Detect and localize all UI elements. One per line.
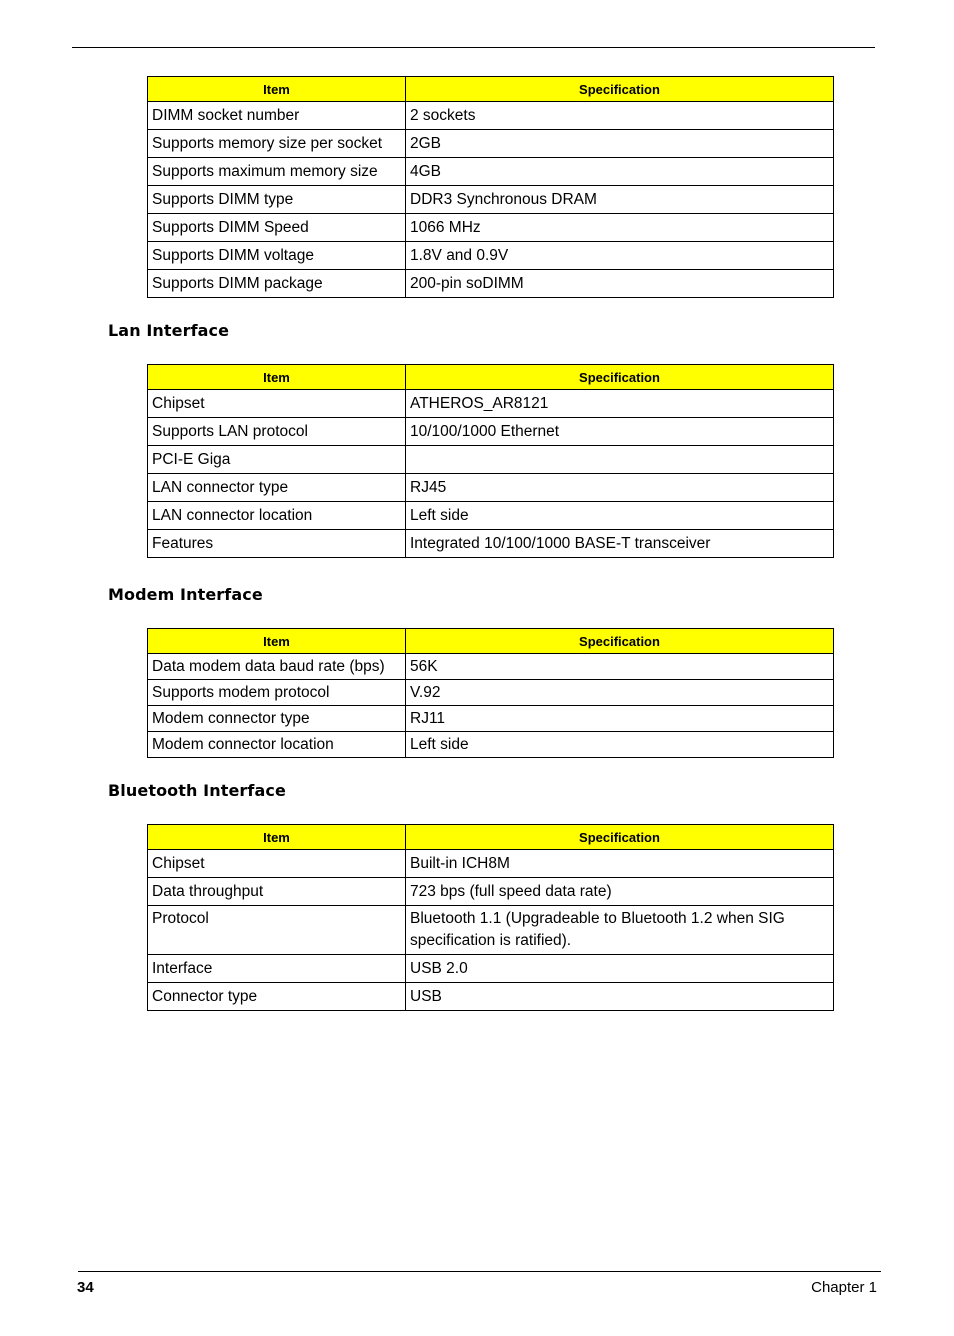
bluetooth-spec-table xyxy=(147,824,834,1011)
modem-interface-heading: Modem Interface xyxy=(108,585,263,604)
table-row xyxy=(148,955,834,983)
item-cell: Supports DIMM package xyxy=(148,270,406,298)
column-header-specification: Specification xyxy=(406,629,834,654)
spec-cell: Bluetooth 1.1 (Upgradeable to Bluetooth 1.2 when SIG specification is ratified). xyxy=(406,906,834,955)
memory-spec-table xyxy=(147,76,834,298)
item-cell: Supports memory size per socket xyxy=(148,130,406,158)
item-cell: LAN connector location xyxy=(148,502,406,530)
table-row xyxy=(148,186,834,214)
column-header-item: Item xyxy=(148,629,406,654)
table-row xyxy=(148,654,834,680)
spec-cell: RJ45 xyxy=(406,474,834,502)
item-cell: Supports DIMM voltage xyxy=(148,242,406,270)
item-cell: Supports LAN protocol xyxy=(148,418,406,446)
item-cell: Data throughput xyxy=(148,878,406,906)
page-number: 34 xyxy=(77,1279,94,1296)
item-cell: Connector type xyxy=(148,983,406,1011)
item-cell: Interface xyxy=(148,955,406,983)
table-row xyxy=(148,983,834,1011)
lan-spec-table xyxy=(147,364,834,558)
item-cell: Features xyxy=(148,530,406,558)
table-row xyxy=(148,530,834,558)
lan-interface-heading: Lan Interface xyxy=(108,321,230,340)
table-row xyxy=(148,680,834,706)
table-row xyxy=(148,418,834,446)
item-cell: Supports maximum memory size xyxy=(148,158,406,186)
item-cell: Chipset xyxy=(148,850,406,878)
table-row xyxy=(148,706,834,732)
spec-cell: 1066 MHz xyxy=(406,214,834,242)
table-row xyxy=(148,158,834,186)
footer-rule xyxy=(78,1271,881,1272)
spec-cell: 2 sockets xyxy=(406,102,834,130)
spec-cell: DDR3 Synchronous DRAM xyxy=(406,186,834,214)
item-cell: Protocol xyxy=(148,906,406,955)
table-header-row xyxy=(148,365,834,390)
table-row xyxy=(148,270,834,298)
modem-spec-table xyxy=(147,628,834,758)
spec-cell: 2GB xyxy=(406,130,834,158)
column-header-item: Item xyxy=(148,825,406,850)
table-row xyxy=(148,732,834,758)
item-cell: DIMM socket number xyxy=(148,102,406,130)
item-cell: Supports DIMM Speed xyxy=(148,214,406,242)
item-cell: Supports modem protocol xyxy=(148,680,406,706)
column-header-item: Item xyxy=(148,365,406,390)
table-row xyxy=(148,474,834,502)
table-row xyxy=(148,906,834,955)
table-row xyxy=(148,390,834,418)
item-cell: Supports DIMM type xyxy=(148,186,406,214)
table-row xyxy=(148,502,834,530)
column-header-specification: Specification xyxy=(406,365,834,390)
item-cell: Data modem data baud rate (bps) xyxy=(148,654,406,680)
item-cell: LAN connector type xyxy=(148,474,406,502)
spec-cell: USB 2.0 xyxy=(406,955,834,983)
spec-cell: RJ11 xyxy=(406,706,834,732)
spec-cell: USB xyxy=(406,983,834,1011)
spec-cell: 200-pin soDIMM xyxy=(406,270,834,298)
spec-cell: Integrated 10/100/1000 BASE-T transceiver xyxy=(406,530,834,558)
bluetooth-interface-heading: Bluetooth Interface xyxy=(108,781,286,800)
item-cell: Modem connector type xyxy=(148,706,406,732)
table-row xyxy=(148,446,834,474)
column-header-item: Item xyxy=(148,77,406,102)
spec-cell xyxy=(406,446,834,474)
column-header-specification: Specification xyxy=(406,825,834,850)
spec-cell: 56K xyxy=(406,654,834,680)
table-header-row xyxy=(148,825,834,850)
spec-cell: Built-in ICH8M xyxy=(406,850,834,878)
table-row xyxy=(148,850,834,878)
spec-cell: 4GB xyxy=(406,158,834,186)
spec-cell: 723 bps (full speed data rate) xyxy=(406,878,834,906)
table-row xyxy=(148,214,834,242)
table-row xyxy=(148,878,834,906)
spec-cell: Left side xyxy=(406,502,834,530)
column-header-specification: Specification xyxy=(406,77,834,102)
table-row xyxy=(148,242,834,270)
spec-cell: Left side xyxy=(406,732,834,758)
item-cell: Modem connector location xyxy=(148,732,406,758)
item-cell: Chipset xyxy=(148,390,406,418)
table-row xyxy=(148,130,834,158)
spec-cell: ATHEROS_AR8121 xyxy=(406,390,834,418)
table-row xyxy=(148,102,834,130)
spec-cell: 1.8V and 0.9V xyxy=(406,242,834,270)
header-rule xyxy=(72,47,875,48)
spec-cell: 10/100/1000 Ethernet xyxy=(406,418,834,446)
table-header-row xyxy=(148,629,834,654)
table-header-row xyxy=(148,77,834,102)
chapter-label: Chapter 1 xyxy=(811,1279,877,1296)
item-cell: PCI-E Giga xyxy=(148,446,406,474)
spec-cell: V.92 xyxy=(406,680,834,706)
